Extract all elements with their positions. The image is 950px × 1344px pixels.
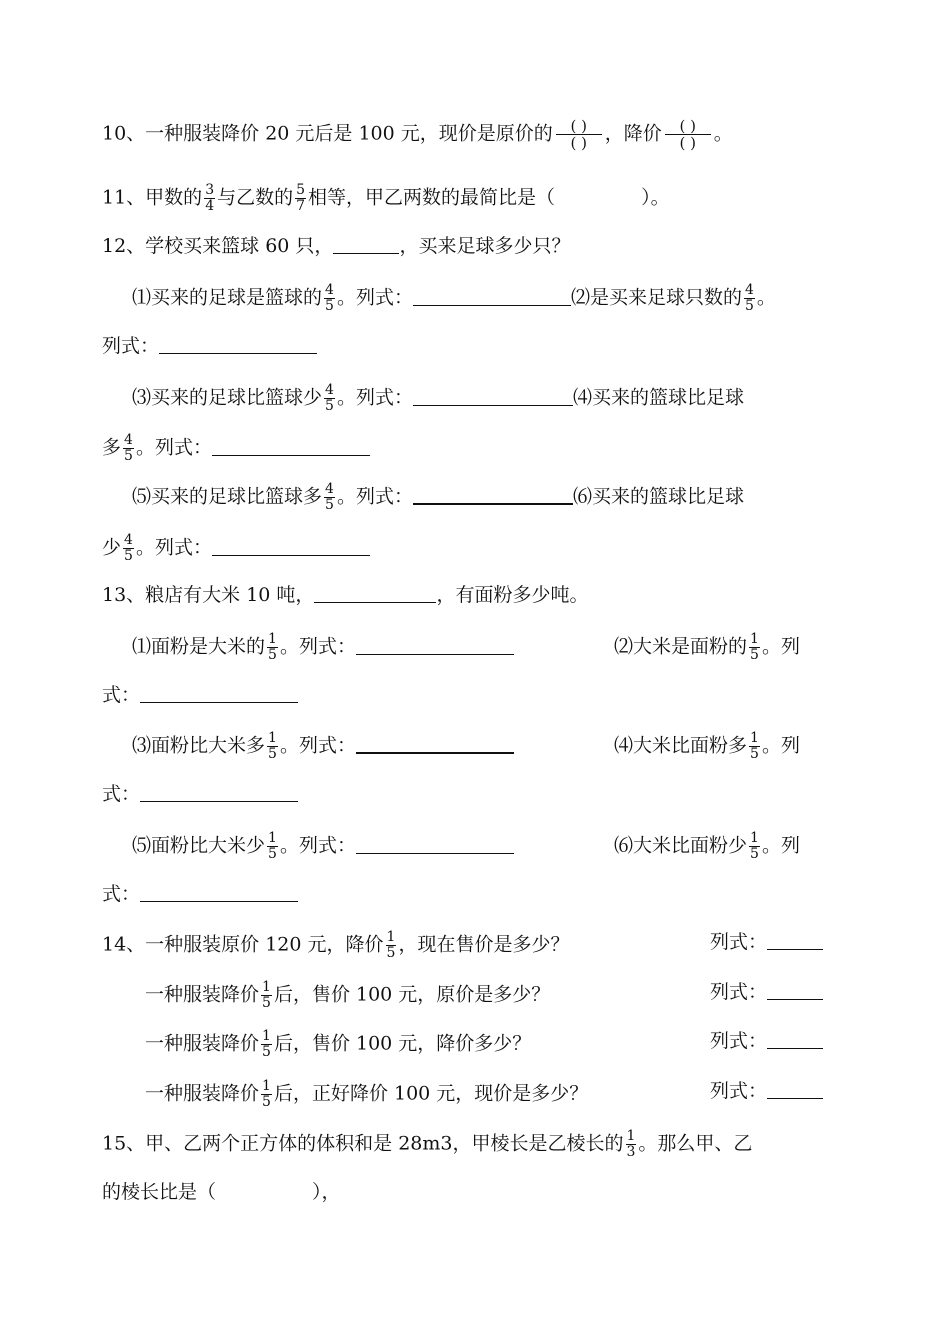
fraction [204,183,215,214]
question-14-line-2 [145,980,550,1011]
item-text: ⑸买来的足球比篮球多 [132,485,323,508]
item-text: 。 [756,286,776,309]
q12-item-2-cont [102,334,317,358]
question-14-line-4 [145,1079,588,1110]
q12-item-5 [132,482,744,513]
q13-item-6 [614,831,800,862]
item-text: ⑸面粉比大米少 [132,834,266,857]
fraction-numerator: 4 [124,432,133,448]
q12-item-6-cont [102,533,370,564]
q13-text: 13、粮店有大米 10 吨， [102,584,315,606]
fraction [295,183,306,214]
answer-blank[interactable] [413,387,573,406]
item-text: ⑵大米是面粉的 [614,635,748,658]
item-text: 式： [102,883,141,905]
fraction [749,632,760,663]
item-text: ⑷买来的篮球比足球 [572,386,744,409]
fraction-numerator: 1 [262,1028,271,1044]
item-text: 式： [102,684,141,706]
q14-text: 一种服装降价 [145,983,260,1006]
item-text: 列式： [102,335,160,357]
fraction-denominator: 5 [386,945,396,961]
fraction [261,980,272,1011]
item-text: 。列 [761,734,800,757]
fraction [261,1079,272,1110]
item-text: ⑴面粉是大米的 [132,635,266,658]
fraction-denominator: 5 [750,647,759,663]
answer-blank[interactable] [356,636,514,655]
question-12 [102,234,570,258]
fraction-denominator: 5 [325,497,334,513]
q13-item-3 [132,731,514,762]
fraction-denominator: 5 [325,298,334,314]
q14-answer-1 [710,930,823,954]
q11-text: 相等，甲乙两数的最简比是（ [308,186,556,209]
question-15 [102,1129,752,1160]
item-text: 。列式： [336,386,413,409]
fraction-numerator: 1 [386,929,396,945]
answer-blank[interactable] [212,537,370,556]
fraction [324,383,335,414]
fraction-numerator: 4 [744,282,754,298]
q14-text: 14、一种服装原价 120 元，降价 [102,933,384,956]
fraction [123,533,134,564]
item-text: ⑹大米比面粉少 [614,834,748,857]
answer-label: 列式： [710,1030,768,1052]
q12-text: ，买来足球多少只？ [399,235,571,257]
answer-blank[interactable] [140,883,298,902]
fraction [324,482,335,513]
fraction-denominator: 5 [268,746,277,762]
q15-text: 的棱长比是（ [102,1181,217,1203]
item-text: 。列 [761,834,800,857]
q11-text: 与乙数的 [217,186,294,209]
question-10 [102,118,733,151]
item-text: ⑷大米比面粉多 [614,734,748,757]
fraction-denominator: 5 [268,647,277,663]
q13-item-6-cont [102,882,298,906]
fraction-numerator: 1 [262,1078,271,1094]
answer-blank[interactable] [413,287,571,306]
answer-blank[interactable] [356,734,514,754]
answer-blank[interactable] [767,981,823,1000]
item-text: 式： [102,783,141,805]
q14-answer-2 [710,980,823,1004]
item-text: ⑹买来的篮球比足球 [572,485,744,508]
item-text: 。列式： [279,635,356,658]
item-text: 。列 [761,635,800,658]
fraction-denominator: 5 [744,298,754,314]
answer-blank[interactable] [356,835,514,854]
answer-label: 列式： [710,931,768,953]
fraction-denominator: ( ) [570,134,588,152]
q15-text: 15、甲、乙两个正方体的体积和是 28m3，甲棱长是乙棱长的 [102,1132,624,1155]
fraction [123,433,134,464]
q14-text: 后，售价 100 元，原价是多少？ [273,983,551,1006]
answer-blank[interactable] [333,235,399,254]
fraction-numerator: 4 [325,282,334,298]
fraction [386,930,397,961]
item-text: ⑴买来的足球是篮球的 [132,286,323,309]
fraction-denominator: 3 [626,1144,636,1160]
q13-item-2 [614,632,800,663]
q15-text: ）， [312,1181,341,1203]
item-text: 。列式： [279,734,356,757]
q10-text: 10、一种服装降价 20 元后是 100 元，现价是原价的 [102,122,553,145]
q11-text: ）。 [641,186,670,209]
fraction-numerator: 5 [296,182,306,198]
question-13 [102,583,588,607]
blank-fraction[interactable] [556,118,602,151]
fraction-denominator: 4 [205,198,215,214]
fraction [324,283,335,314]
q12-item-3 [132,383,744,414]
fraction-numerator: 1 [750,631,759,647]
answer-blank[interactable] [767,1030,823,1049]
fraction [261,1029,272,1060]
fraction-denominator: ( ) [679,134,697,152]
question-11 [102,183,670,214]
fraction-denominator: 5 [262,1044,271,1060]
fraction [626,1129,637,1160]
fraction-denominator: 5 [262,1094,271,1110]
answer-blank[interactable] [413,485,573,505]
answer-blank[interactable] [314,584,436,603]
fraction-denominator: 5 [325,398,334,414]
item-text: 。列式： [135,536,212,559]
fraction [744,283,755,314]
item-text: 。列式： [135,436,212,459]
answer-label: 列式： [710,981,768,1003]
q13-item-2-cont [102,683,298,707]
q14-answer-4 [710,1079,823,1103]
fraction-numerator: 4 [325,382,334,398]
q14-text: 后，售价 100 元，降价多少？ [273,1032,532,1055]
fraction-denominator: 7 [296,198,306,214]
fraction-numerator: ( ) [665,118,711,135]
q10-text: ，降价 [604,122,662,145]
fraction [267,831,278,862]
fraction-numerator: 1 [626,1128,636,1144]
q13-item-4 [614,731,800,762]
answer-blank[interactable] [140,684,298,703]
fraction-denominator: 5 [750,746,759,762]
fraction-numerator: 1 [750,730,759,746]
q13-item-1 [132,632,514,663]
fraction [267,632,278,663]
fraction-denominator: 5 [124,448,133,464]
q12-item-1 [132,283,776,314]
answer-blank[interactable] [212,437,370,456]
q10-text: 。 [713,122,733,145]
fraction-denominator: 5 [268,846,277,862]
q12-text: 12、学校买来篮球 60 只， [102,235,334,257]
q12-item-4-cont [102,433,370,464]
item-text: 。列式： [279,834,356,857]
fraction [749,731,760,762]
item-text: ⑶面粉比大米多 [132,734,266,757]
fraction-denominator: 5 [124,548,133,564]
q14-answer-3 [710,1029,823,1053]
item-text: ⑶买来的足球比篮球少 [132,386,323,409]
fraction-numerator: ( ) [556,118,602,135]
q14-text: 后，正好降价 100 元，现价是多少？ [273,1082,589,1105]
q13-text: ，有面粉多少吨。 [436,584,589,606]
item-text: ⑵是买来足球只数的 [570,286,742,309]
item-text: 。列式： [336,286,413,309]
fraction-numerator: 1 [262,979,271,995]
answer-blank[interactable] [767,931,823,950]
fraction-numerator: 1 [268,830,277,846]
question-14-line-3 [145,1029,531,1060]
item-text: 。列式： [336,485,413,508]
q14-text: ，现在售价是多少？ [398,933,570,956]
answer-blank[interactable] [159,335,317,354]
fraction [749,831,760,862]
fraction-numerator: 1 [268,730,277,746]
q15-text: 。那么甲、乙 [638,1132,753,1155]
question-15-cont [102,1180,341,1204]
answer-blank[interactable] [140,783,298,802]
q13-item-5 [132,831,514,862]
fraction-numerator: 3 [205,182,215,198]
q14-text: 一种服装降价 [145,1082,260,1105]
fraction-numerator: 4 [124,532,133,548]
fraction-numerator: 4 [325,481,334,497]
fraction [267,731,278,762]
fraction-numerator: 1 [268,631,277,647]
blank-fraction[interactable] [665,118,711,151]
answer-blank[interactable] [767,1080,823,1099]
q11-text: 11、甲数的 [102,186,203,209]
fraction-numerator: 1 [750,830,759,846]
item-text: 少 [102,536,122,559]
fraction-denominator: 5 [262,995,271,1011]
q13-item-4-cont [102,782,298,806]
question-14-line-1 [102,930,569,961]
q14-text: 一种服装降价 [145,1032,260,1055]
fraction-denominator: 5 [750,846,759,862]
item-text: 多 [102,436,122,459]
answer-label: 列式： [710,1080,768,1102]
